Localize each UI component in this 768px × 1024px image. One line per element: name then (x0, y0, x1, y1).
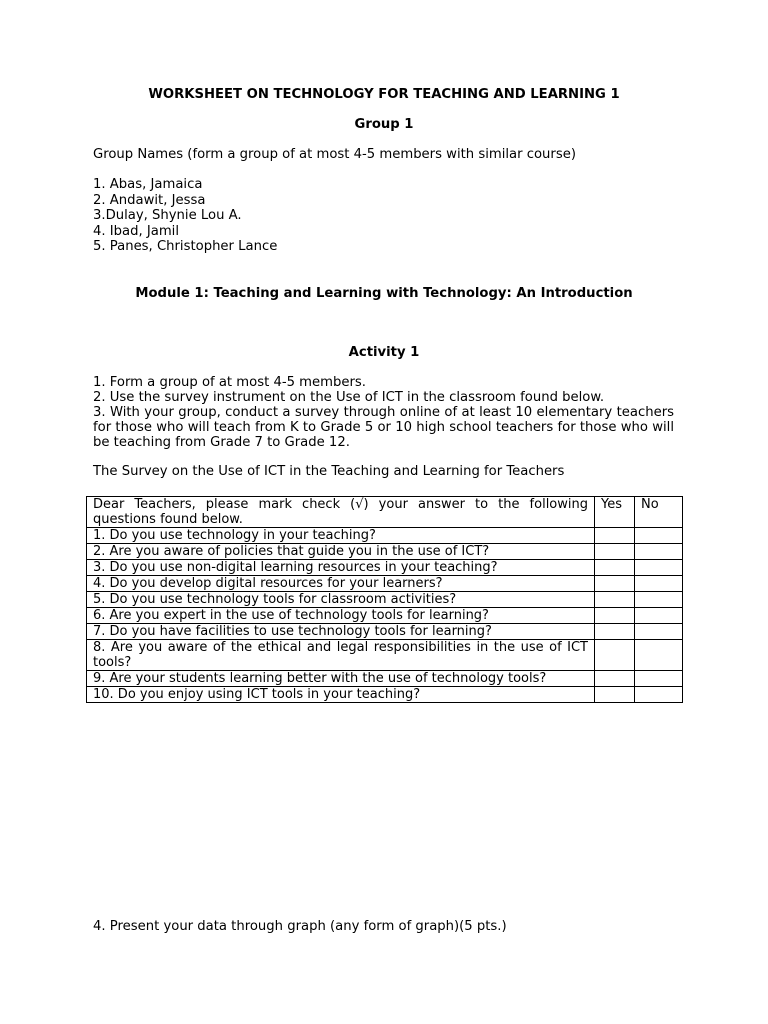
no-answer-cell[interactable] (635, 608, 683, 624)
yes-answer-cell[interactable] (595, 671, 635, 687)
no-answer-cell[interactable] (635, 576, 683, 592)
table-row (87, 687, 683, 703)
no-answer-cell[interactable] (635, 687, 683, 703)
no-answer-cell[interactable] (635, 592, 683, 608)
member-1: 1. Abas, Jamaica (93, 177, 203, 192)
question-cell: 2. Are you aware of policies that guide you in the use of ICT? (87, 544, 595, 560)
question-cell: 7. Do you have facilities to use technology tools for learning? (87, 624, 595, 640)
yes-answer-cell[interactable] (595, 544, 635, 560)
member-5: 5. Panes, Christopher Lance (93, 239, 278, 254)
table-row (87, 528, 683, 544)
yes-answer-cell[interactable] (595, 624, 635, 640)
group-names-label: Group Names (form a group of at most 4-5 members with similar course) (93, 147, 576, 162)
instruction-3: 3. With your group, conduct a survey through online of at least 10 elementary teachers for those who will teach from K to Grade 5 or 10 high school teachers for those who will be teaching from Grade 7 to Grade 12. (93, 405, 674, 450)
survey-table (86, 496, 683, 703)
table-header-row (87, 497, 683, 528)
table-row (87, 624, 683, 640)
header-yes-cell: Yes (595, 497, 635, 528)
survey-title: The Survey on the Use of ICT in the Teaching and Learning for Teachers (93, 464, 565, 479)
no-answer-cell[interactable] (635, 528, 683, 544)
header-question-cell: Dear Teachers, please mark check (√) your answer to the following questions found below. (87, 497, 595, 528)
module-title: Module 1: Teaching and Learning with Technology: An Introduction (135, 286, 633, 301)
table-row (87, 608, 683, 624)
question-cell: 1. Do you use technology in your teaching? (87, 528, 595, 544)
no-answer-cell[interactable] (635, 624, 683, 640)
no-answer-cell[interactable] (635, 671, 683, 687)
question-cell: 8. Are you aware of the ethical and legal responsibilities in the use of ICT tools? (87, 640, 595, 671)
group-heading: Group 1 (354, 117, 414, 132)
question-cell: 3. Do you use non-digital learning resources in your teaching? (87, 560, 595, 576)
table-row (87, 640, 683, 671)
worksheet-title: WORKSHEET ON TECHNOLOGY FOR TEACHING AND LEARNING 1 (148, 87, 620, 102)
instruction-2: 2. Use the survey instrument on the Use of ICT in the classroom found below. (93, 390, 605, 405)
yes-answer-cell[interactable] (595, 640, 635, 671)
table-row (87, 592, 683, 608)
instruction-1: 1. Form a group of at most 4-5 members. (93, 375, 366, 390)
question-cell: 10. Do you enjoy using ICT tools in your teaching? (87, 687, 595, 703)
yes-answer-cell[interactable] (595, 687, 635, 703)
table-row (87, 671, 683, 687)
no-answer-cell[interactable] (635, 544, 683, 560)
yes-answer-cell[interactable] (595, 592, 635, 608)
member-2: 2. Andawit, Jessa (93, 192, 206, 208)
final-instruction: 4. Present your data through graph (any form of graph)(5 pts.) (93, 919, 507, 934)
yes-answer-cell[interactable] (595, 576, 635, 592)
question-cell: 6. Are you expert in the use of technology tools for learning? (87, 608, 595, 624)
question-cell: 5. Do you use technology tools for classroom activities? (87, 592, 595, 608)
member-4: 4. Ibad, Jamil (93, 223, 180, 239)
member-3: 3.Dulay, Shynie Lou A. (93, 208, 242, 223)
table-row (87, 544, 683, 560)
question-cell: 9. Are your students learning better with the use of technology tools? (87, 671, 595, 687)
yes-answer-cell[interactable] (595, 528, 635, 544)
no-answer-cell[interactable] (635, 560, 683, 576)
table-row (87, 576, 683, 592)
yes-answer-cell[interactable] (595, 560, 635, 576)
header-no-cell: No (635, 497, 683, 528)
yes-answer-cell[interactable] (595, 608, 635, 624)
no-answer-cell[interactable] (635, 640, 683, 671)
question-cell: 4. Do you develop digital resources for your learners? (87, 576, 595, 592)
table-row (87, 560, 683, 576)
activity-title: Activity 1 (348, 345, 420, 360)
